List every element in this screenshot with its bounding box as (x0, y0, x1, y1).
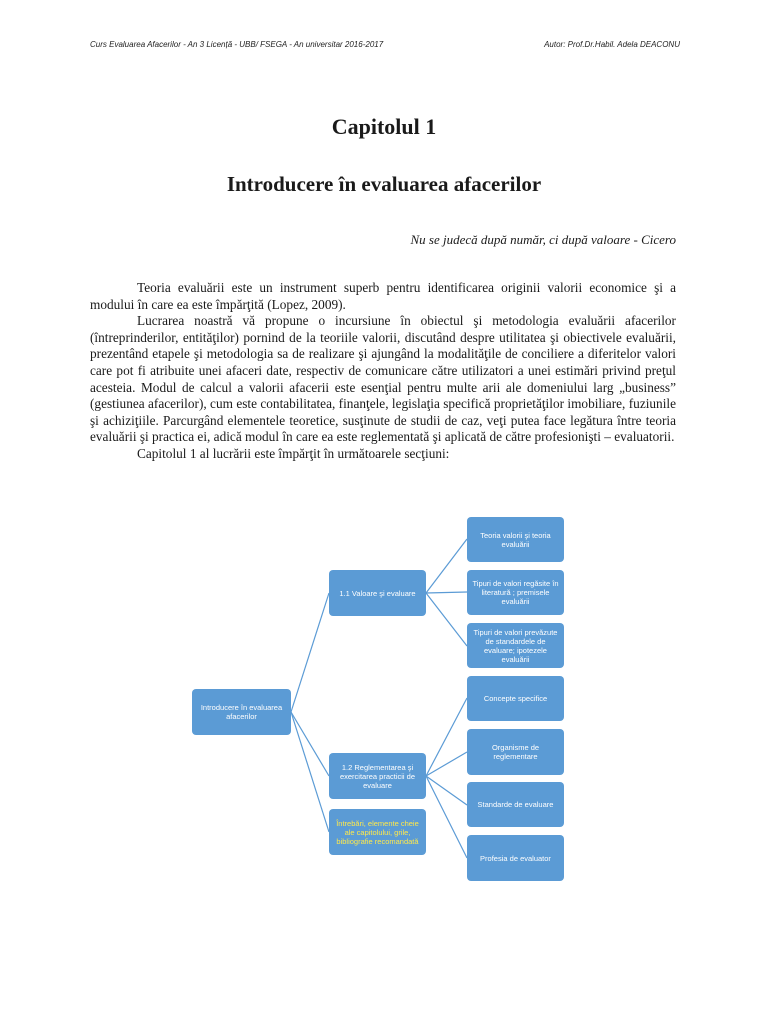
connector-line (426, 592, 467, 593)
diagram-root-box: Introducere în evaluarea afacerilor (192, 689, 291, 735)
diagram-section-3-box: Întrebări, elemente cheie ale capitolului, grile, bibliografie recomandată (329, 809, 426, 855)
chapter-heading: Capitolul 1 (331, 114, 437, 139)
paragraph: Lucrarea noastră vă propune o incursiune în obiectul şi metodologia evaluării afacerilor (întreprinderilor, entităţilor) pornind de la teoriile valorii, discutând despre utilitatea şi obiectivele evaluării, prezentând etapele şi metodologia sa de realizare şi ajungând la modalităţile de conciliere a diferitelor valori care pot fi atribuite unei afaceri date, respectiv de comunicare către utilizatori a unei estimări privind preţul acesteia. Modul de calcul a valorii afacerii este esenţial pentru multe arii ale domeniului larg „business” (gestiunea afacerilor), cum este contabilitatea, finanţele, legislaţia specifică proprietăţilor imobiliare, fuziunile şi achiziţiile. Parcurgând elementele teoretice, susţinute de studii de caz, veţi putea face legătura între teoria evaluării şi practica ei, adică modul în care ea este reglementată şi aplicată de către profesionişti – evaluatorii. (90, 313, 676, 445)
chapter-title: Introducere în evaluarea afacerilor (226, 172, 542, 196)
diagram-leaf-box: Tipuri de valori prevăzute de standardele de evaluare; ipotezele evaluării (467, 623, 564, 668)
paragraph: Teoria evaluării este un instrument superb pentru identificarea originii valorii economice şi a modului în care ea este împărţită (Lopez, 2009). (90, 280, 676, 312)
diagram-leaf-box: Standarde de evaluare (467, 782, 564, 827)
connector-line (291, 712, 329, 776)
diagram-leaf-box: Teoria valorii şi teoria evaluării (467, 517, 564, 562)
connector-line (426, 593, 467, 646)
diagram-leaf-box: Profesia de evaluator (467, 835, 564, 881)
diagram-section-2-box: 1.2 Reglementarea şi exercitarea practicii de evaluare (329, 753, 426, 799)
connector-line (426, 539, 467, 593)
diagram-leaf-box: Organisme de reglementare (467, 729, 564, 775)
motto-quote: Nu se judecă după număr, ci după valoare - Cicero (410, 232, 676, 247)
connector-line (291, 593, 329, 712)
diagram-leaf-box: Tipuri de valori regăsite în literatură ; premisele evaluării (467, 570, 564, 615)
header-author: Autor: Prof.Dr.Habil. Adela DEACONU (544, 40, 680, 49)
header-course-info: Curs Evaluarea Afacerilor - An 3 Licență - UBB/ FSEGA - An universitar 2016-2017 (90, 40, 384, 49)
paragraph: Capitolul 1 al lucrării este împărţit în următoarele secţiuni: (137, 445, 450, 461)
connector-line (291, 712, 329, 832)
diagram-leaf-box: Concepte specifice (467, 676, 564, 721)
diagram-section-1-box: 1.1 Valoare şi evaluare (329, 570, 426, 616)
connector-line (426, 776, 467, 858)
connector-line (426, 776, 467, 805)
